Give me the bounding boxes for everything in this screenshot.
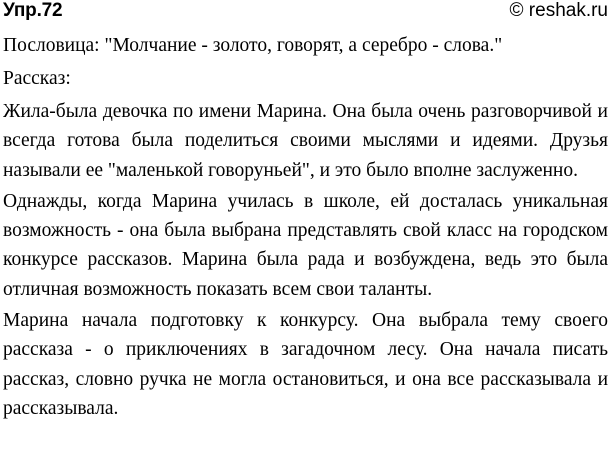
proverb-line: Пословица: "Молчание - золото, говорят, а серебро - слова." <box>3 35 503 56</box>
paragraph-2: Однажды, когда Марина училась в школе, ей досталась уникальная возможность - она была выбрана представлять свой класс на городском конкурсе рассказов. Марина была рада и возбуждена, ведь это была отличная возможность показать всем свои таланты. <box>3 190 608 300</box>
exercise-title: Упр.72 <box>3 0 63 21</box>
story-label: Рассказ: <box>3 68 71 89</box>
header <box>3 0 608 27</box>
site-watermark: © reshak.ru <box>509 0 608 21</box>
paragraph-3: Марина начала подготовку к конкурсу. Она выбрала тему своего рассказа - о приключениях в загадочном лесу. Она начала писать рассказ, словно ручка не могла остановиться, и она все рассказывала и рассказывала. <box>3 310 608 419</box>
paragraph-1: Жила-была девочка по имени Марина. Она была очень разговорчивой и всегда готова была поделиться своими мыслями и идеями. Друзья называли ее "маленькой говоруньей", и это было вполне заслуженно. <box>3 101 608 181</box>
